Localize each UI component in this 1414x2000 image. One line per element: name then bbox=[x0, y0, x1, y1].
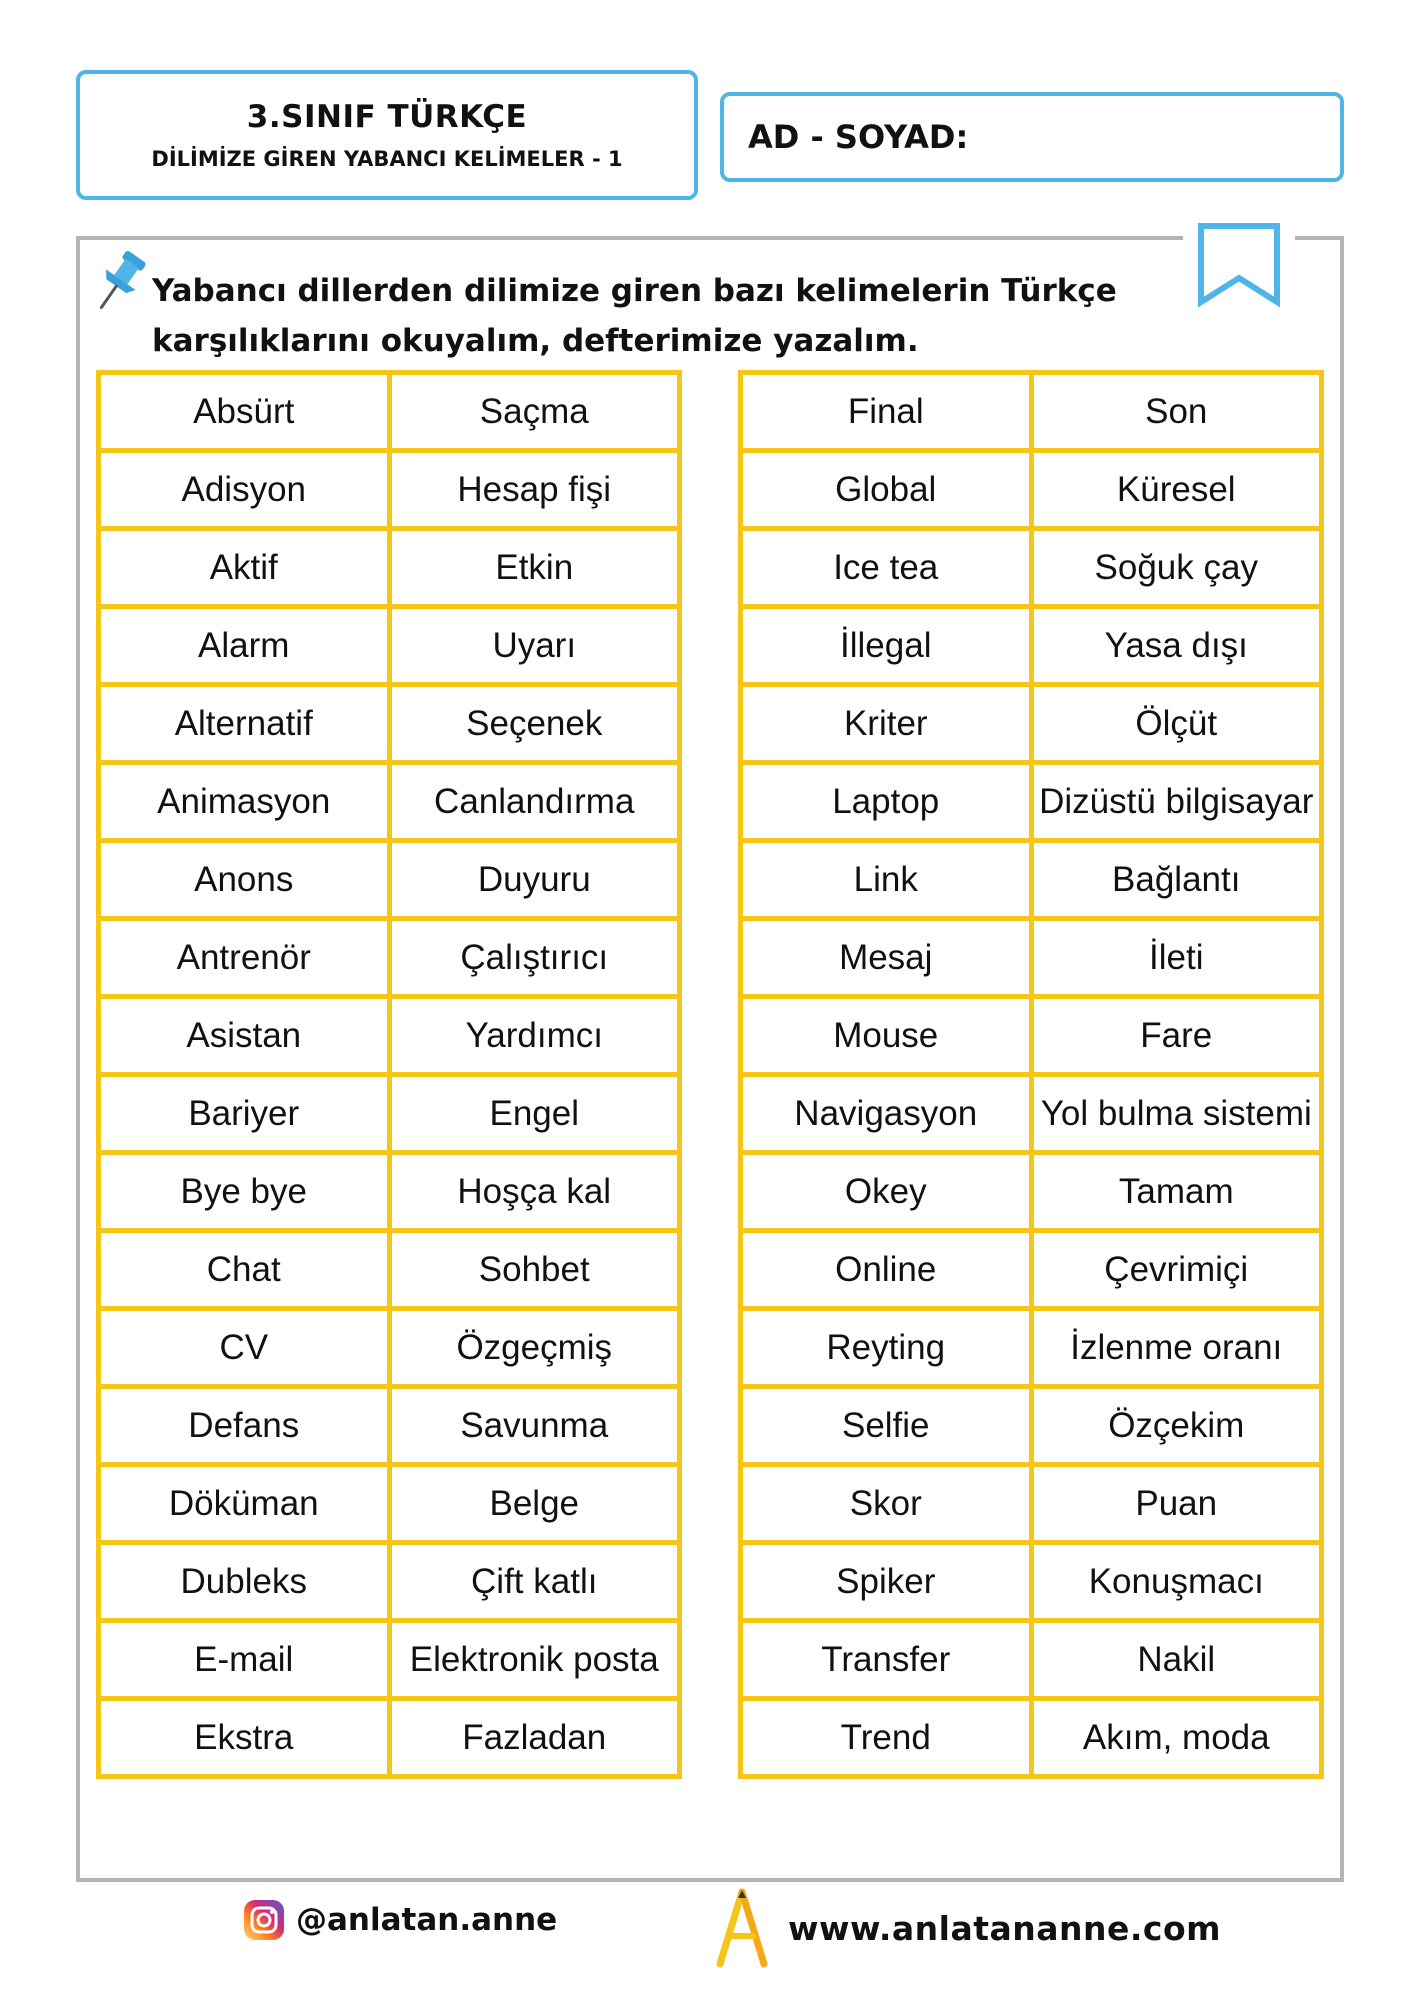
instructions bbox=[152, 266, 1152, 366]
foreign-word: Mouse bbox=[741, 997, 1032, 1075]
turkish-equivalent: Ölçüt bbox=[1031, 685, 1322, 763]
turkish-equivalent: Akım, moda bbox=[1031, 1699, 1322, 1777]
foreign-word: Link bbox=[741, 841, 1032, 919]
foreign-word: Kriter bbox=[741, 685, 1032, 763]
turkish-equivalent: Yardımcı bbox=[389, 997, 680, 1075]
turkish-equivalent: Elektronik posta bbox=[389, 1621, 680, 1699]
word-row bbox=[99, 763, 680, 841]
turkish-equivalent: Hesap fişi bbox=[389, 451, 680, 529]
foreign-word: Selfie bbox=[741, 1387, 1032, 1465]
word-row bbox=[99, 1387, 680, 1465]
turkish-equivalent: Seçenek bbox=[389, 685, 680, 763]
foreign-word: Defans bbox=[99, 1387, 390, 1465]
turkish-equivalent: Dizüstü bilgisayar bbox=[1031, 763, 1322, 841]
word-row bbox=[99, 373, 680, 451]
foreign-word: Online bbox=[741, 1231, 1032, 1309]
instagram-icon bbox=[242, 1898, 286, 1942]
foreign-word: Aktif bbox=[99, 529, 390, 607]
word-row bbox=[99, 1621, 680, 1699]
word-row bbox=[99, 841, 680, 919]
word-row bbox=[741, 529, 1322, 607]
foreign-word: İllegal bbox=[741, 607, 1032, 685]
pushpin-icon bbox=[92, 248, 152, 320]
foreign-word: Dubleks bbox=[99, 1543, 390, 1621]
word-row bbox=[99, 1543, 680, 1621]
foreign-word: Chat bbox=[99, 1231, 390, 1309]
word-row bbox=[741, 451, 1322, 529]
foreign-word: Mesaj bbox=[741, 919, 1032, 997]
foreign-word: Transfer bbox=[741, 1621, 1032, 1699]
name-label: AD - SOYAD: bbox=[748, 118, 969, 156]
turkish-equivalent: Nakil bbox=[1031, 1621, 1322, 1699]
word-row bbox=[99, 529, 680, 607]
word-row bbox=[99, 1309, 680, 1387]
turkish-equivalent: Çevrimiçi bbox=[1031, 1231, 1322, 1309]
word-row bbox=[741, 1153, 1322, 1231]
word-row bbox=[99, 1231, 680, 1309]
foreign-word: Trend bbox=[741, 1699, 1032, 1777]
foreign-word: Bye bye bbox=[99, 1153, 390, 1231]
word-row bbox=[741, 1465, 1322, 1543]
word-row bbox=[741, 1075, 1322, 1153]
word-row bbox=[741, 997, 1322, 1075]
turkish-equivalent: Duyuru bbox=[389, 841, 680, 919]
word-row bbox=[99, 1153, 680, 1231]
word-row bbox=[99, 997, 680, 1075]
instagram-handle-text: @anlatan.anne bbox=[296, 1902, 558, 1938]
turkish-equivalent: Puan bbox=[1031, 1465, 1322, 1543]
foreign-word: CV bbox=[99, 1309, 390, 1387]
foreign-word: Alarm bbox=[99, 607, 390, 685]
word-table-right bbox=[738, 370, 1324, 1779]
word-row bbox=[741, 1621, 1322, 1699]
pencil-a-logo bbox=[712, 1888, 772, 1968]
foreign-word: Absürt bbox=[99, 373, 390, 451]
turkish-equivalent: Son bbox=[1031, 373, 1322, 451]
foreign-word: Navigasyon bbox=[741, 1075, 1032, 1153]
turkish-equivalent: Canlandırma bbox=[389, 763, 680, 841]
word-row bbox=[741, 1387, 1322, 1465]
turkish-equivalent: İleti bbox=[1031, 919, 1322, 997]
foreign-word: Laptop bbox=[741, 763, 1032, 841]
word-row bbox=[741, 685, 1322, 763]
turkish-equivalent: Yasa dışı bbox=[1031, 607, 1322, 685]
turkish-equivalent: Sohbet bbox=[389, 1231, 680, 1309]
website-url: www.anlatananne.com bbox=[788, 1908, 1222, 1948]
foreign-word: Spiker bbox=[741, 1543, 1032, 1621]
worksheet-subtitle: DİLİMİZE GİREN YABANCI KELİMELER - 1 bbox=[151, 147, 623, 171]
turkish-equivalent: Belge bbox=[389, 1465, 680, 1543]
turkish-equivalent: Yol bulma sistemi bbox=[1031, 1075, 1322, 1153]
foreign-word: Bariyer bbox=[99, 1075, 390, 1153]
word-row bbox=[741, 841, 1322, 919]
word-row bbox=[99, 1465, 680, 1543]
word-row bbox=[741, 373, 1322, 451]
turkish-equivalent: Küresel bbox=[1031, 451, 1322, 529]
word-row bbox=[99, 607, 680, 685]
turkish-equivalent: Savunma bbox=[389, 1387, 680, 1465]
word-row bbox=[741, 1309, 1322, 1387]
turkish-equivalent: Bağlantı bbox=[1031, 841, 1322, 919]
foreign-word: E-mail bbox=[99, 1621, 390, 1699]
foreign-word: Döküman bbox=[99, 1465, 390, 1543]
turkish-equivalent: Saçma bbox=[389, 373, 680, 451]
turkish-equivalent: Çift katlı bbox=[389, 1543, 680, 1621]
turkish-equivalent: Fare bbox=[1031, 997, 1322, 1075]
word-row bbox=[99, 919, 680, 997]
foreign-word: Reyting bbox=[741, 1309, 1032, 1387]
turkish-equivalent: Hoşça kal bbox=[389, 1153, 680, 1231]
word-row bbox=[99, 1699, 680, 1777]
word-row bbox=[99, 1075, 680, 1153]
website-link[interactable] bbox=[712, 1888, 1221, 1968]
turkish-equivalent: Fazladan bbox=[389, 1699, 680, 1777]
word-row bbox=[741, 607, 1322, 685]
instructions-line-1: Yabancı dillerden dilimize giren bazı kelimelerin Türkçe bbox=[152, 273, 1117, 309]
foreign-word: Asistan bbox=[99, 997, 390, 1075]
foreign-word: Global bbox=[741, 451, 1032, 529]
turkish-equivalent: Etkin bbox=[389, 529, 680, 607]
foreign-word: Final bbox=[741, 373, 1032, 451]
instagram-handle[interactable] bbox=[242, 1898, 557, 1942]
word-row bbox=[99, 451, 680, 529]
foreign-word: Alternatif bbox=[99, 685, 390, 763]
foreign-word: Animasyon bbox=[99, 763, 390, 841]
word-row bbox=[741, 919, 1322, 997]
word-row bbox=[741, 763, 1322, 841]
bookmark-icon bbox=[1197, 222, 1281, 308]
turkish-equivalent: Çalıştırıcı bbox=[389, 919, 680, 997]
foreign-word: Skor bbox=[741, 1465, 1032, 1543]
turkish-equivalent: Uyarı bbox=[389, 607, 680, 685]
turkish-equivalent: Özgeçmiş bbox=[389, 1309, 680, 1387]
word-row bbox=[741, 1231, 1322, 1309]
worksheet-title: 3.SINIF TÜRKÇE bbox=[246, 99, 528, 135]
turkish-equivalent: Engel bbox=[389, 1075, 680, 1153]
foreign-word: Anons bbox=[99, 841, 390, 919]
foreign-word: Ekstra bbox=[99, 1699, 390, 1777]
foreign-word: Antrenör bbox=[99, 919, 390, 997]
turkish-equivalent: İzlenme oranı bbox=[1031, 1309, 1322, 1387]
turkish-equivalent: Tamam bbox=[1031, 1153, 1322, 1231]
foreign-word: Ice tea bbox=[741, 529, 1032, 607]
foreign-word: Okey bbox=[741, 1153, 1032, 1231]
turkish-equivalent: Soğuk çay bbox=[1031, 529, 1322, 607]
word-row bbox=[741, 1543, 1322, 1621]
word-row bbox=[741, 1699, 1322, 1777]
foreign-word: Adisyon bbox=[99, 451, 390, 529]
name-box[interactable] bbox=[720, 92, 1344, 182]
turkish-equivalent: Konuşmacı bbox=[1031, 1543, 1322, 1621]
word-row bbox=[99, 685, 680, 763]
title-box bbox=[76, 70, 698, 200]
turkish-equivalent: Özçekim bbox=[1031, 1387, 1322, 1465]
instructions-line-2: karşılıklarını okuyalım, defterimize yazalım. bbox=[152, 323, 919, 359]
word-table-left bbox=[96, 370, 682, 1779]
